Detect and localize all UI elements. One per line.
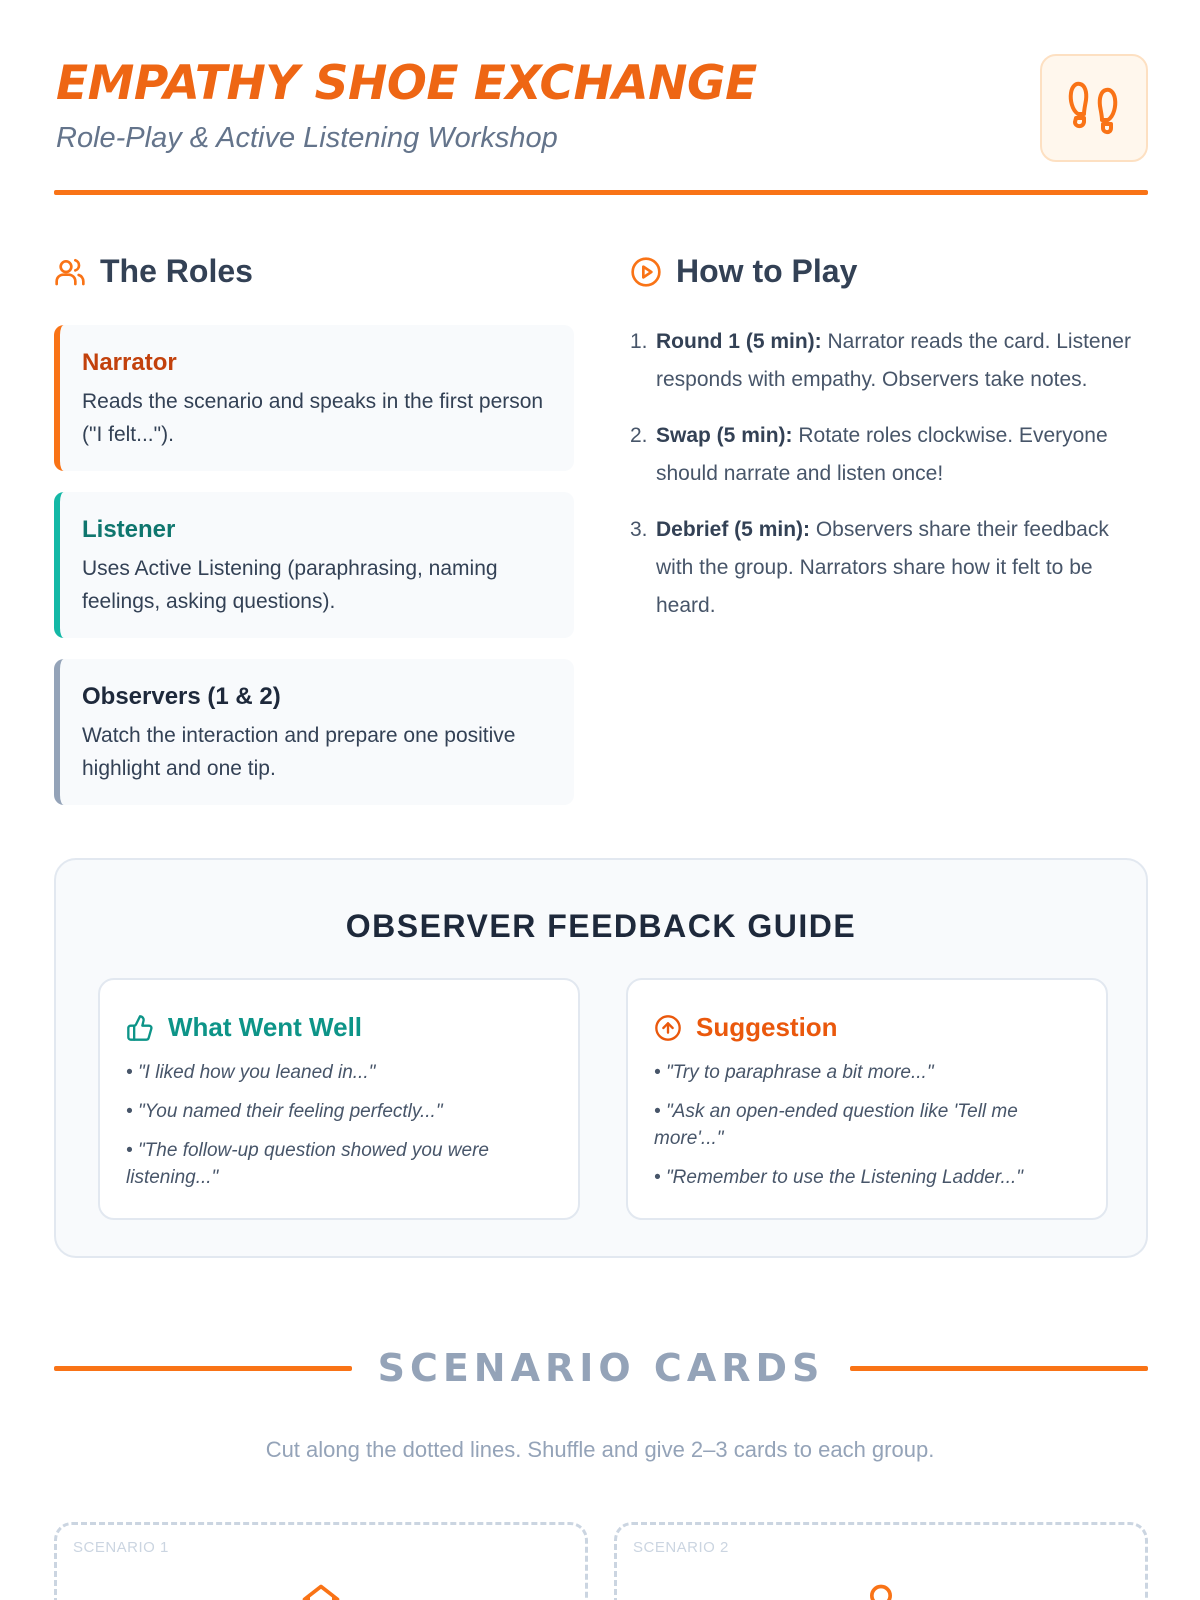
role-title: Narrator <box>82 349 177 376</box>
role-description: Reads the scenario and speaks in the first person ("I felt..."). <box>82 390 544 446</box>
scenario-header-line-right <box>850 1366 1148 1371</box>
step-text <box>656 511 1150 625</box>
feedback-item: • "The follow-up question showed you were listening..." <box>126 1140 489 1188</box>
feedback-item: • "Remember to use the Listening Ladder..." <box>654 1167 1024 1188</box>
users-icon <box>54 256 86 288</box>
scenario-card[interactable] <box>614 1522 1148 1600</box>
how-to-play-heading <box>630 253 857 290</box>
feedback-item: • "I liked how you leaned in..." <box>126 1062 376 1083</box>
role-title: Observers (1 & 2) <box>82 683 281 710</box>
feedback-item: • "Try to paraphrase a bit more..." <box>654 1062 934 1083</box>
how-to-play-heading-label: How to Play <box>676 253 858 289</box>
play-circle-icon <box>630 256 662 288</box>
role-title: Listener <box>82 516 176 543</box>
scenario-instructions: Cut along the dotted lines. Shuffle and give 2–3 cards to each group. <box>265 1437 935 1462</box>
arrow-up-circle-icon <box>654 1014 682 1042</box>
scenario-card[interactable] <box>54 1522 588 1600</box>
steps-list <box>630 323 1150 643</box>
step-text <box>656 417 1150 493</box>
suggestion-label: Suggestion <box>696 1012 838 1042</box>
step-body: Rotate roles clockwise. Everyone should narrate and listen once! <box>656 424 1108 485</box>
page-header <box>54 50 1148 198</box>
feedback-guide-title: OBSERVER FEEDBACK GUIDE <box>345 908 857 944</box>
page-title: EMPATHY SHOE EXCHANGE <box>56 56 757 111</box>
step-label: Round 1 (5 min): <box>656 330 822 353</box>
person-icon <box>859 1581 903 1600</box>
what-went-well-label: What Went Well <box>168 1012 363 1042</box>
step-body: Observers share their feedback with the group. Narrators share how it felt to be heard. <box>656 518 1109 617</box>
home-icon <box>299 1581 343 1600</box>
role-card-observers <box>54 659 574 805</box>
step-item <box>630 417 1150 493</box>
feedback-guide-panel <box>54 858 1148 1258</box>
step-body: Narrator reads the card. Listener responds with empathy. Observers take notes. <box>656 330 1131 391</box>
page-subtitle: Role-Play & Active Listening Workshop <box>56 122 558 154</box>
scenario-cards-title: SCENARIO CARDS <box>377 1346 825 1390</box>
role-description: Uses Active Listening (paraphrasing, naming feelings, asking questions). <box>82 557 498 613</box>
scenario-cards-header <box>54 1346 1148 1392</box>
step-number: 2. <box>630 424 648 447</box>
thumbs-up-icon <box>126 1014 154 1042</box>
step-item <box>630 323 1150 399</box>
what-went-well-heading <box>126 1012 552 1043</box>
suggestion-heading <box>654 1012 1080 1043</box>
logo-badge <box>1040 54 1148 162</box>
roles-heading-label: The Roles <box>100 253 253 289</box>
role-card-listener <box>54 492 574 638</box>
role-description: Watch the interaction and prepare one positive highlight and one tip. <box>82 724 516 780</box>
step-number: 1. <box>630 330 648 353</box>
feedback-item: • "Ask an open-ended question like 'Tell me more'..." <box>654 1101 1018 1149</box>
scenario-label: SCENARIO 2 <box>633 1539 729 1556</box>
step-text <box>656 323 1150 399</box>
role-card-narrator <box>54 325 574 471</box>
roles-heading <box>54 253 253 290</box>
footprints-icon <box>1062 76 1126 140</box>
suggestion-card <box>626 978 1108 1220</box>
step-label: Debrief (5 min): <box>656 518 811 541</box>
step-label: Swap (5 min): <box>656 424 793 447</box>
step-item <box>630 511 1150 625</box>
step-number: 3. <box>630 518 648 541</box>
feedback-item: • "You named their feeling perfectly..." <box>126 1101 443 1122</box>
scenario-label: SCENARIO 1 <box>73 1539 169 1556</box>
header-divider <box>54 190 1148 195</box>
what-went-well-card <box>98 978 580 1220</box>
